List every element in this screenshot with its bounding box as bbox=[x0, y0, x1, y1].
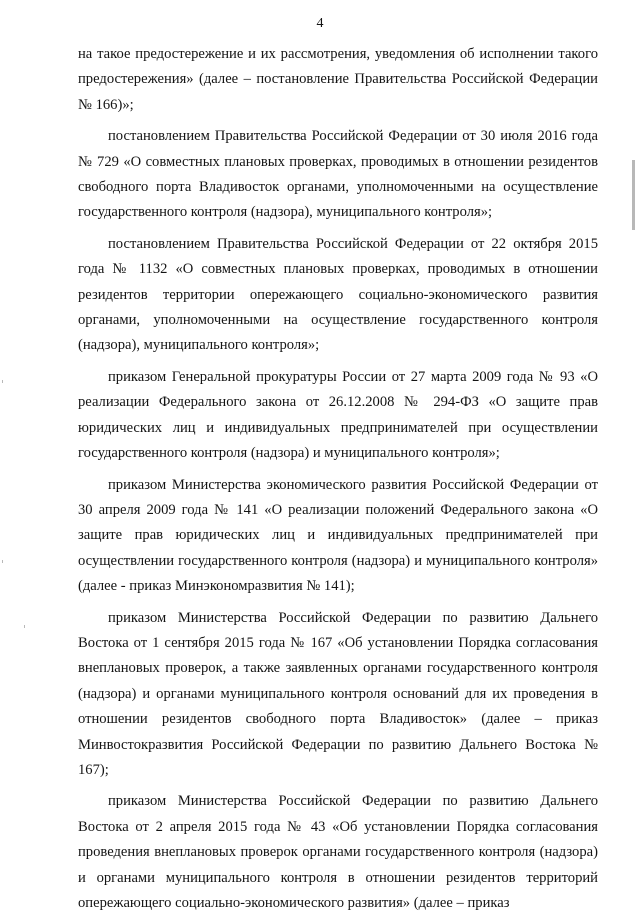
paragraph-order-minek-141: приказом Министерства экономического развития Российской Федерации от 30 апреля 2009 года № 141 «О реализации положений Федерального закона «О защите прав юридических лиц и индивидуальных предпринимателей при осуществлении государственного контроля (надзора) и муниципального контроля» (далее - приказ Минэкономразвития № 141); bbox=[78, 476, 598, 595]
paragraph-order-prosecutor-93: приказом Генеральной прокуратуры России от 27 марта 2009 года № 93 «О реализации Федерального закона от 26.12.2008 № 294-ФЗ «О защите прав юридических лиц и индивидуальных предпринимателей при осуществлении государственного контроля (надзора) и муниципального контроля»; bbox=[78, 368, 598, 462]
paragraph-resolution-729: постановлением Правительства Российской Федерации от 30 июля 2016 года № 729 «О совместных плановых проверках, проводимых в отношении резидентов свободного порта Владивосток органами, уполномоченными на осуществление государственного контроля (надзора), муниципального контроля»; bbox=[78, 128, 598, 221]
scan-edge-mark bbox=[2, 380, 3, 383]
document-body bbox=[78, 42, 598, 922]
paragraph-order-minvostok-43: приказом Министерства Российской Федерации по развитию Дальнего Востока от 2 апреля 2015 года № 43 «Об установлении Порядка согласования проведения внеплановых проверок органами государственного контроля (надзора) и органами муниципального контроля в отношении резидентов территорий опережающего социально-экономического развития» (далее – приказ bbox=[78, 793, 598, 911]
paragraph-order-minvostok-167: приказом Министерства Российской Федерации по развитию Дальнего Востока от 1 сентября 2015 года № 167 «Об установлении Порядка согласования внеплановых проверок, а также заявленных органами государственного контроля (надзора) и органами муниципального контроля оснований для их проведения в отношении резидентов свободного порта Владивосток» (далее – приказ Минвостокразвития Российской Федерации по развитию Дальнего Востока № 167); bbox=[78, 609, 598, 778]
paragraph-resolution-1132: постановлением Правительства Российской Федерации от 22 октября 2015 года № 1132 «О совместных плановых проверках, проводимых в отношении резидентов территории опережающего социально-экономического развития органами, уполномоченными на осуществление государственного контроля (надзора), муниципального контроля»; bbox=[78, 235, 598, 354]
scan-edge-mark bbox=[2, 560, 3, 563]
scan-edge-mark bbox=[632, 160, 635, 230]
paragraph-continuation: на такое предостережение и их рассмотрения, уведомления об исполнении такого предостережения» (далее – постановление Правительства Российской Федерации № 166)»; bbox=[78, 46, 598, 113]
scan-edge-mark bbox=[24, 625, 25, 628]
page-number: 4 bbox=[316, 16, 324, 31]
